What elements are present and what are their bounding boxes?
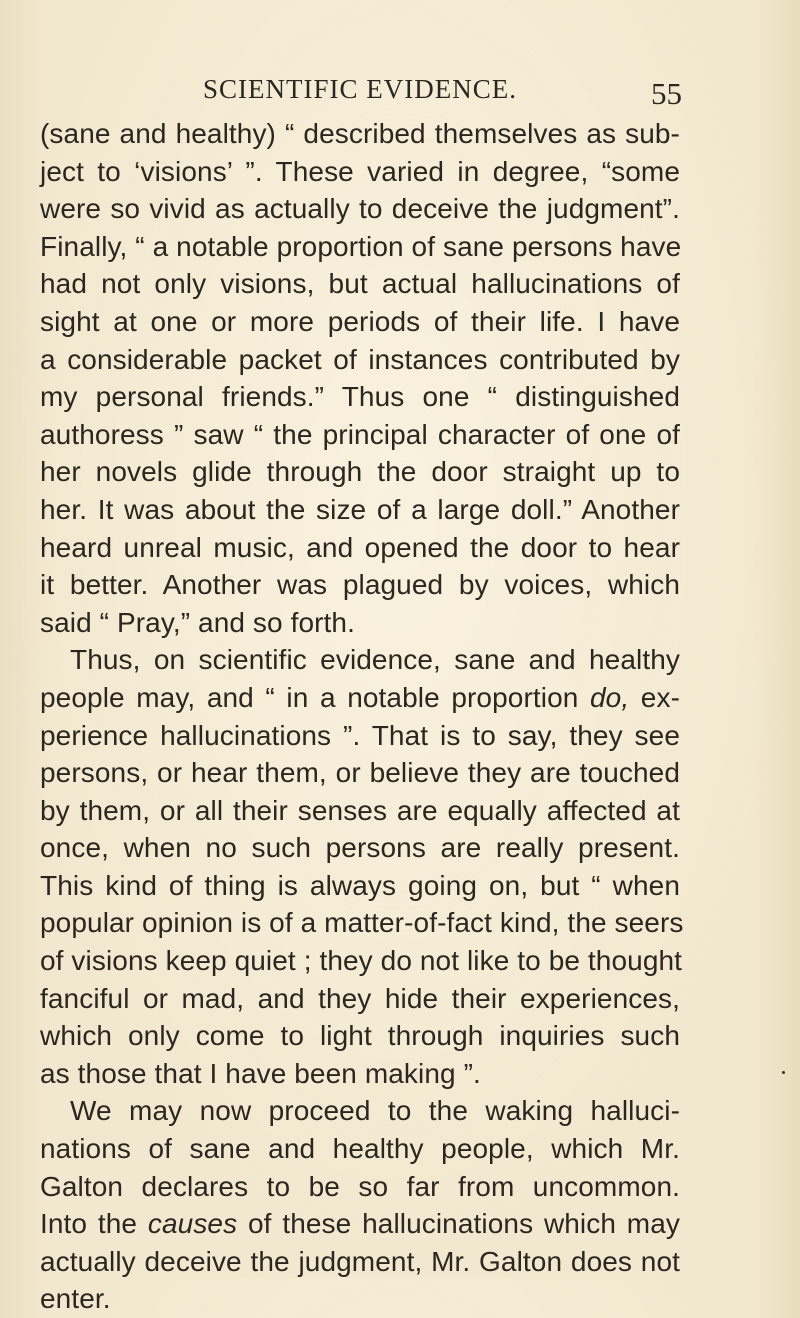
italic-emphasis: causes: [147, 1208, 238, 1240]
text-line: sight at one or more periods of their life. I have: [40, 305, 680, 337]
text-line: authoress ” saw “ the principal character of one of: [40, 418, 680, 450]
text-line: a considerable packet of instances contributed by: [40, 343, 680, 375]
text-line: of visions keep quiet ; they do not like to be thought: [40, 945, 683, 977]
text-line: Galton declares to be so far from uncommon.: [40, 1170, 680, 1202]
text-line: This kind of thing is always going on, but “ when: [40, 869, 680, 901]
text-line: her. It was about the size of a large doll.” Another: [40, 493, 680, 525]
text-line: her novels glide through the door straight up to: [40, 456, 680, 488]
text-line: perience hallucinations ”. That is to say, they see: [40, 719, 680, 751]
text-line: heard unreal music, and opened the door to hear: [40, 531, 680, 563]
text-line: were so vivid as actually to deceive the judgment”.: [40, 193, 680, 225]
text-line: [40, 1205, 680, 1243]
text-line: fanciful or mad, and they hide their experiences,: [40, 982, 680, 1014]
text-line: had not only visions, but actual hallucinations of: [40, 268, 680, 300]
paragraph-start-line: We may now proceed to the waking halluci-: [70, 1095, 680, 1127]
margin-mark: [782, 1071, 785, 1074]
page-number: 55: [651, 76, 682, 111]
text-segment: Into the: [40, 1208, 148, 1240]
body-text: [40, 115, 684, 1318]
text-line: ject to ‘visions’ ”. These varied in degree, “some: [40, 155, 680, 187]
text-line: which only come to light through inquiries such: [40, 1020, 680, 1052]
text-segment: of these hallucinations which may: [237, 1208, 680, 1240]
text-line: it better. Another was plagued by voices, which: [40, 569, 680, 601]
text-line: popular opinion is of a matter-of-fact kind, the seers: [40, 907, 684, 939]
text-line: my personal friends.” Thus one “ distinguished: [40, 381, 680, 413]
italic-emphasis: do,: [590, 681, 630, 713]
text-line: actually deceive the judgment, Mr. Galton does not: [40, 1245, 680, 1277]
text-line: once, when no such persons are really present.: [40, 832, 680, 864]
text-line: [40, 679, 680, 717]
paragraph-start-line: Thus, on scientific evidence, sane and healthy: [70, 644, 680, 676]
text-segment: ex-: [629, 681, 681, 713]
text-line: said “ Pray,” and so forth.: [40, 606, 355, 638]
text-line: Finally, “ a notable proportion of sane persons have: [40, 230, 682, 262]
text-line: persons, or hear them, or believe they are touched: [40, 757, 680, 789]
text-line: as those that I have been making ”.: [40, 1057, 481, 1089]
text-line: by them, or all their senses are equally affected at: [40, 794, 680, 826]
text-line: nations of sane and healthy people, which Mr.: [40, 1133, 680, 1165]
text-line: enter.: [40, 1283, 111, 1315]
text-line: (sane and healthy) “ described themselves as sub-: [40, 118, 680, 149]
text-segment: people may, and “ in a notable proportion: [40, 681, 590, 713]
running-head: [40, 64, 682, 111]
running-title: SCIENTIFIC EVIDENCE.: [203, 74, 517, 104]
